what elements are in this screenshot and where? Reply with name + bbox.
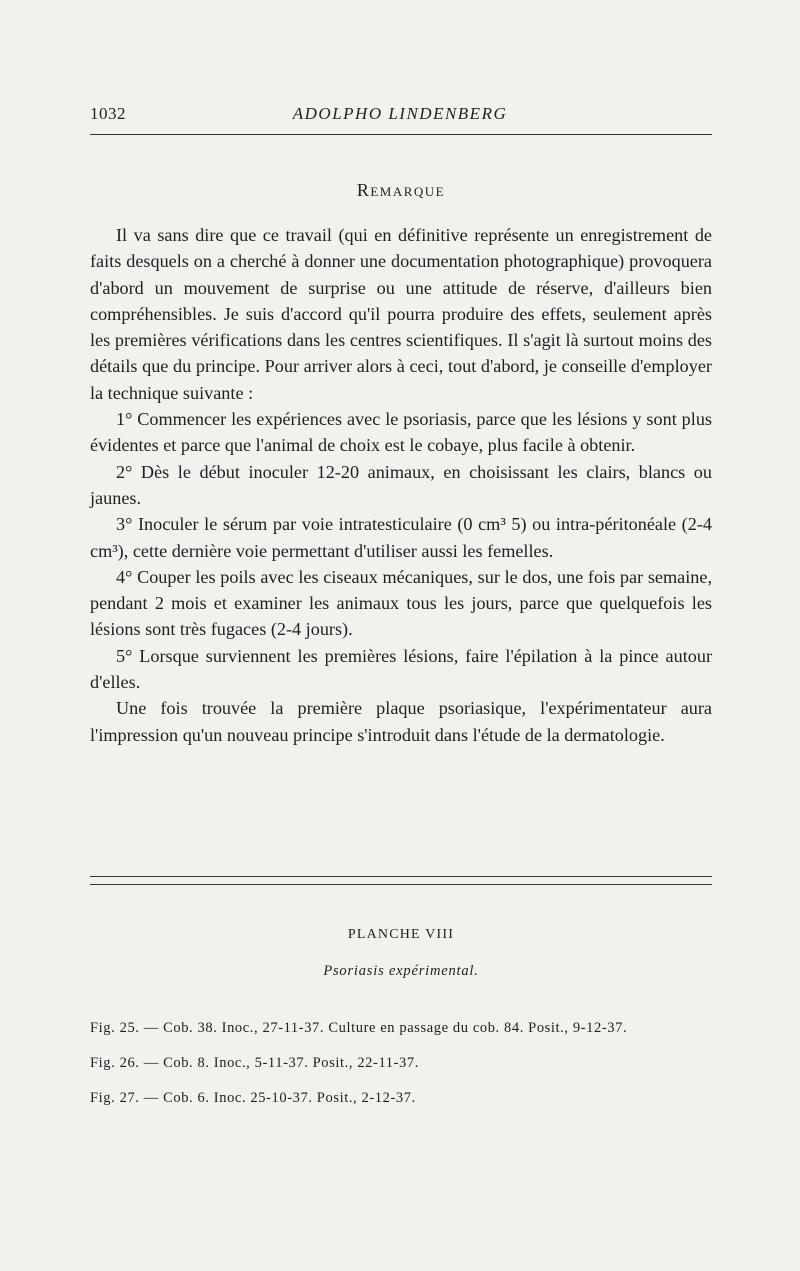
section-title: Remarque [356, 180, 446, 200]
figure-captions [90, 1018, 712, 1123]
plate-title: PLANCHE VIII [347, 927, 455, 942]
paragraph-step-5: 5° Lorsque surviennent les premières lésions, faire l'épilation à la pince autour d'elles. [90, 645, 712, 693]
running-header [90, 104, 710, 128]
paragraph-intro: Il va sans dire que ce travail (qui en définitive représente un enregistrement de faits desquels on a cherché à donner une documentation photographique) provoquera d'abord un mouvement de surprise ou une attitude de réserve, d'ailleurs bien compréhensibles. Je suis d'accord qu'il pourra produire des effets, seulement après les premières vérifications dans les centres scientifiques. Il s'agit là surtout moins des détails que du principe. Pour arriver alors à ceci, tout d'abord, je conseille d'employer la technique suivante : [90, 225, 712, 403]
figure-caption-26: Fig. 26. — Cob. 8. Inoc., 5-11-37. Posit., 22-11-37. [90, 1055, 419, 1071]
paragraph-step-1: 1° Commencer les expériences avec le psoriasis, parce que les lésions y sont plus évidentes et parce que l'animal de choix est le cobaye, plus facile à obtenir. [90, 409, 712, 456]
figure-caption-25: Fig. 25. — Cob. 38. Inoc., 27-11-37. Culture en passage du cob. 84. Posit., 9-12-37. [90, 1020, 628, 1036]
plate-subtitle: Psoriasis expérimental. [323, 963, 479, 979]
paragraph-step-2: 2° Dès le début inoculer 12-20 animaux, en choisissant les clairs, blancs ou jaunes. [90, 461, 712, 508]
paragraph-step-3: 3° Inoculer le sérum par voie intratesticulaire (0 cm³ 5) ou intra-péritonéale (2-4 cm³), cette dernière voie permettant d'utiliser aussi les femelles. [90, 514, 712, 561]
header-rule [90, 134, 712, 135]
section-divider [90, 876, 712, 885]
body-text [90, 222, 712, 748]
paragraph-step-4: 4° Couper les poils avec les ciseaux mécaniques, sur le dos, une fois par semaine, pendant 2 mois et examiner les animaux tous les jours, parce que quelquefois les lésions sont très fugaces (2-4 jours). [90, 566, 712, 640]
page-number: 1032 [90, 104, 126, 123]
figure-caption-27: Fig. 27. — Cob. 6. Inoc. 25-10-37. Posit., 2-12-37. [90, 1090, 416, 1106]
paragraph-conclusion: Une fois trouvée la première plaque psoriasique, l'expérimentateur aura l'impression qu'un nouveau principe s'introduit dans l'étude de la dermatologie. [90, 698, 712, 745]
running-title: ADOLPHO LINDENBERG [292, 104, 508, 123]
